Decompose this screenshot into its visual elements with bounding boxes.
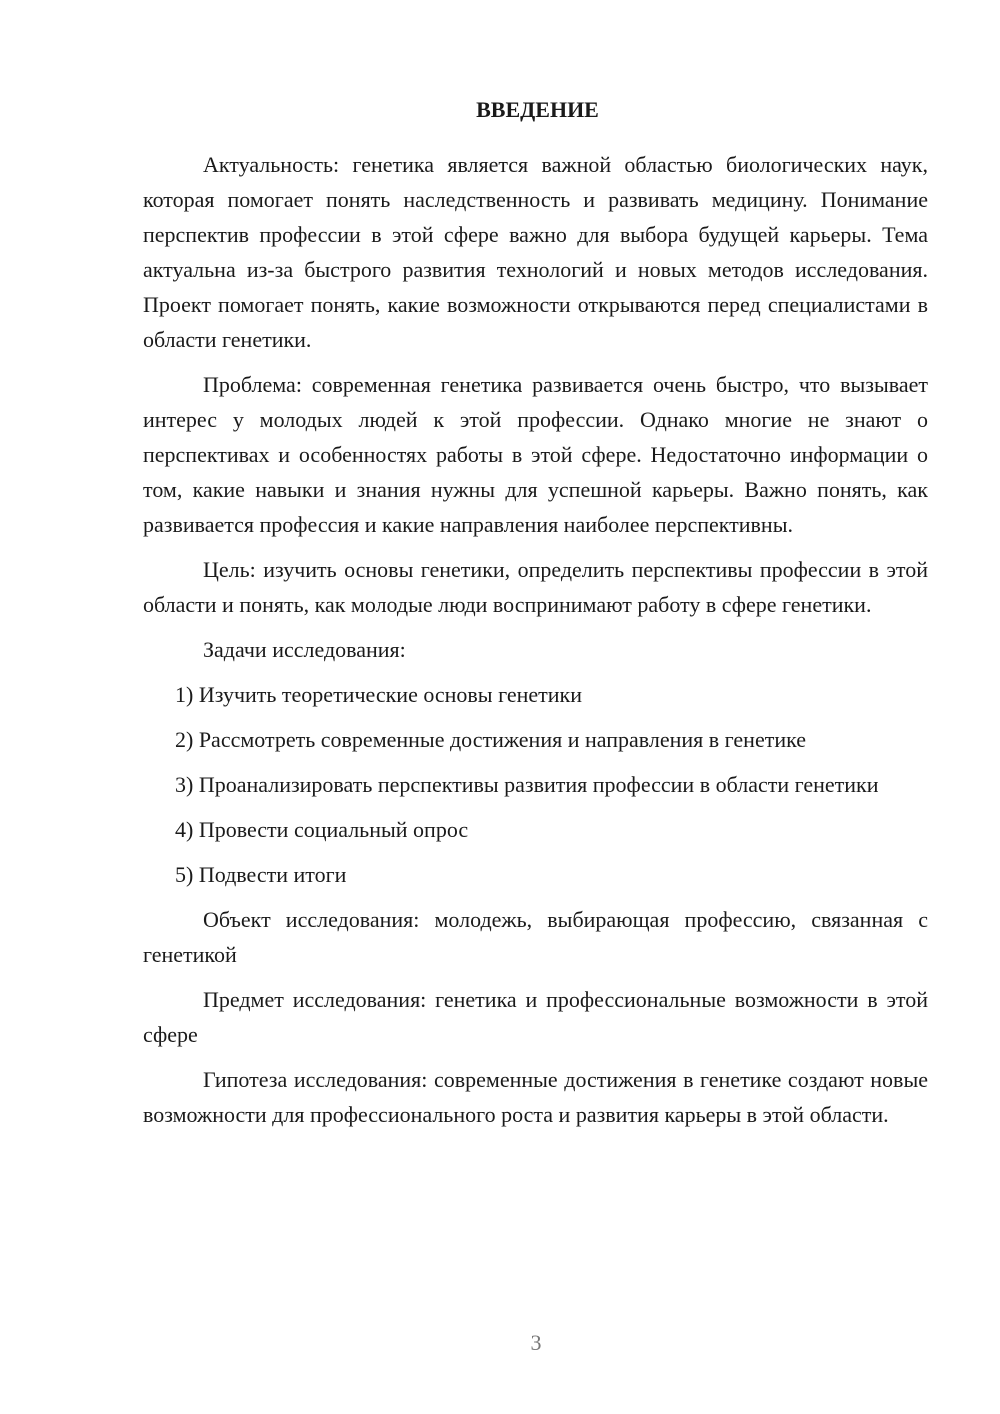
page-number: 3	[530, 1330, 542, 1355]
task-item: 5) Подвести итоги	[175, 862, 347, 887]
tasks-list	[143, 677, 928, 892]
document-page	[143, 92, 928, 1132]
task-item: 4) Провести социальный опрос	[175, 817, 469, 842]
task-item: 3) Проанализировать перспективы развития профессии в области генетики	[175, 772, 879, 797]
section-title: ВВЕДЕНИЕ	[476, 97, 599, 122]
goal-paragraph: Цель: изучить основы генетики, определить перспективы профессии в этой области и понять, как молодые люди воспринимают работу в сфере генетики.	[143, 557, 928, 617]
problem-paragraph: Проблема: современная генетика развивается очень быстро, что вызывает интерес у молодых людей к этой профессии. Однако многие не знают о перспективах и особенностях работы в этой сфере. Недостаточно информации о том, какие навыки и знания нужны для успешной карьеры. Важно понять, как развивается профессия и какие направления наиболее перспективны.	[143, 372, 928, 537]
relevance-paragraph: Актуальность: генетика является важной областью биологических наук, которая помогает понять наследственность и развивать медицину. Понимание перспектив профессии в этой сфере важно для выбора будущей карьеры. Тема актуальна из-за быстрого развития технологий и новых методов исследования. Проект помогает понять, какие возможности открываются перед специалистами в области генетики.	[143, 152, 928, 352]
hypothesis-paragraph: Гипотеза исследования: современные достижения в генетике создают новые возможности для профессионального роста и развития карьеры в этой области.	[143, 1067, 928, 1127]
task-item: 1) Изучить теоретические основы генетики	[175, 682, 582, 707]
object-paragraph: Объект исследования: молодежь, выбирающая профессию, связанная с генетикой	[143, 907, 928, 967]
task-item: 2) Рассмотреть современные достижения и направления в генетике	[175, 727, 806, 752]
subject-paragraph: Предмет исследования: генетика и профессиональные возможности в этой сфере	[143, 987, 928, 1047]
tasks-heading: Задачи исследования:	[203, 637, 406, 662]
